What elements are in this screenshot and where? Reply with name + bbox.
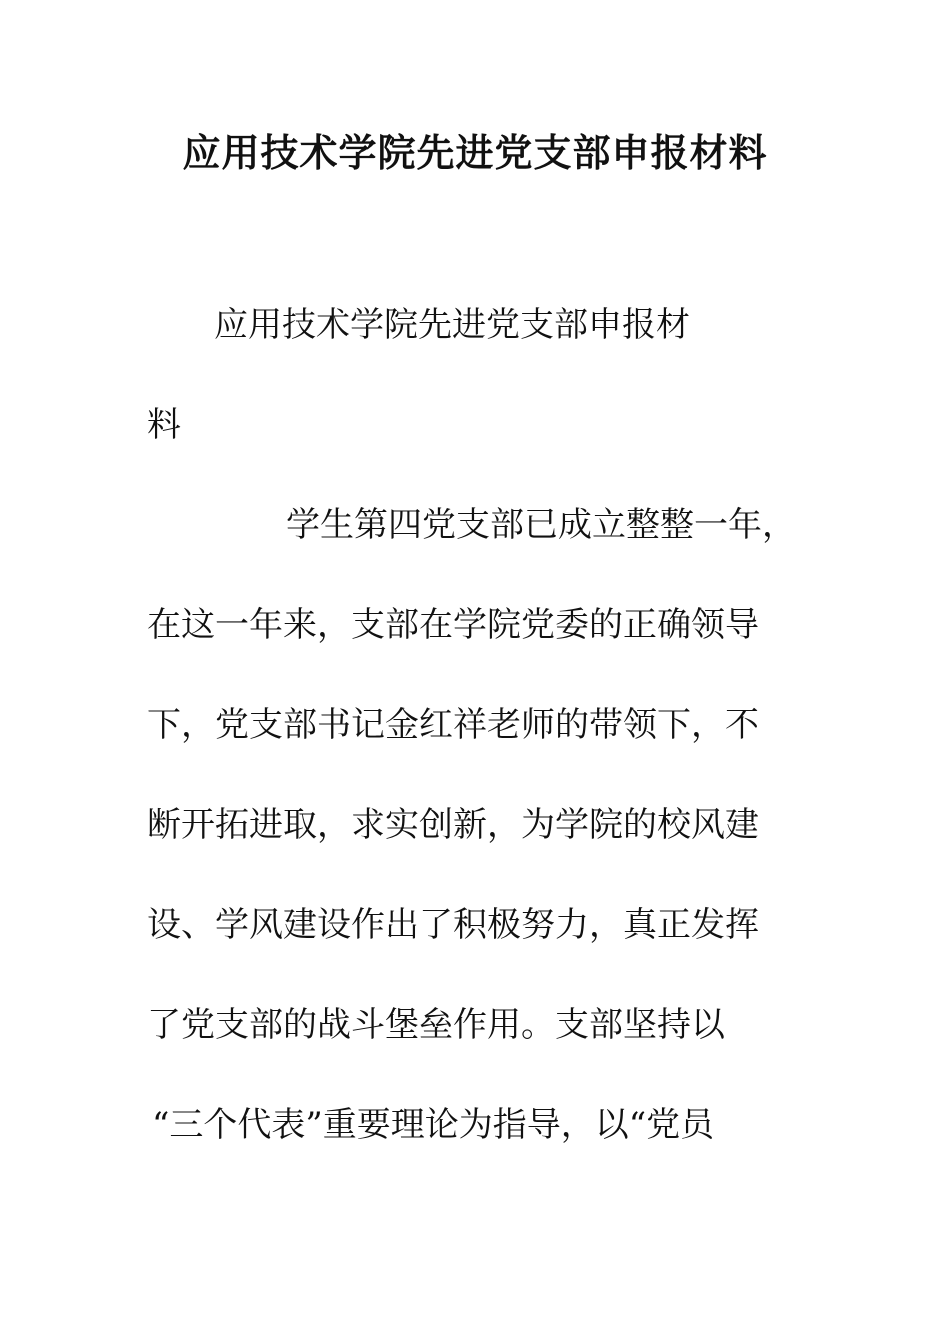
- body-line-3: 学生第四党支部已成立整整一年，: [286, 505, 796, 545]
- body-line-4: 在这一年来，支部在学院党委的正确领导: [147, 605, 759, 645]
- body-line-2: 料: [147, 405, 181, 445]
- body-line-1: 应用技术学院先进党支部申报材: [214, 305, 690, 345]
- body-line-9: “三个代表”重要理论为指导，以“党员: [152, 1105, 715, 1145]
- body-line-5: 下，党支部书记金红祥老师的带领下，不: [147, 705, 759, 745]
- document-title: 应用技术学院先进党支部申报材料: [182, 130, 768, 175]
- body-line-7: 设、学风建设作出了积极努力，真正发挥: [147, 905, 759, 945]
- body-line-8: 了党支部的战斗堡垒作用。支部坚持以: [147, 1005, 725, 1045]
- body-line-6: 断开拓进取，求实创新，为学院的校风建: [147, 805, 759, 845]
